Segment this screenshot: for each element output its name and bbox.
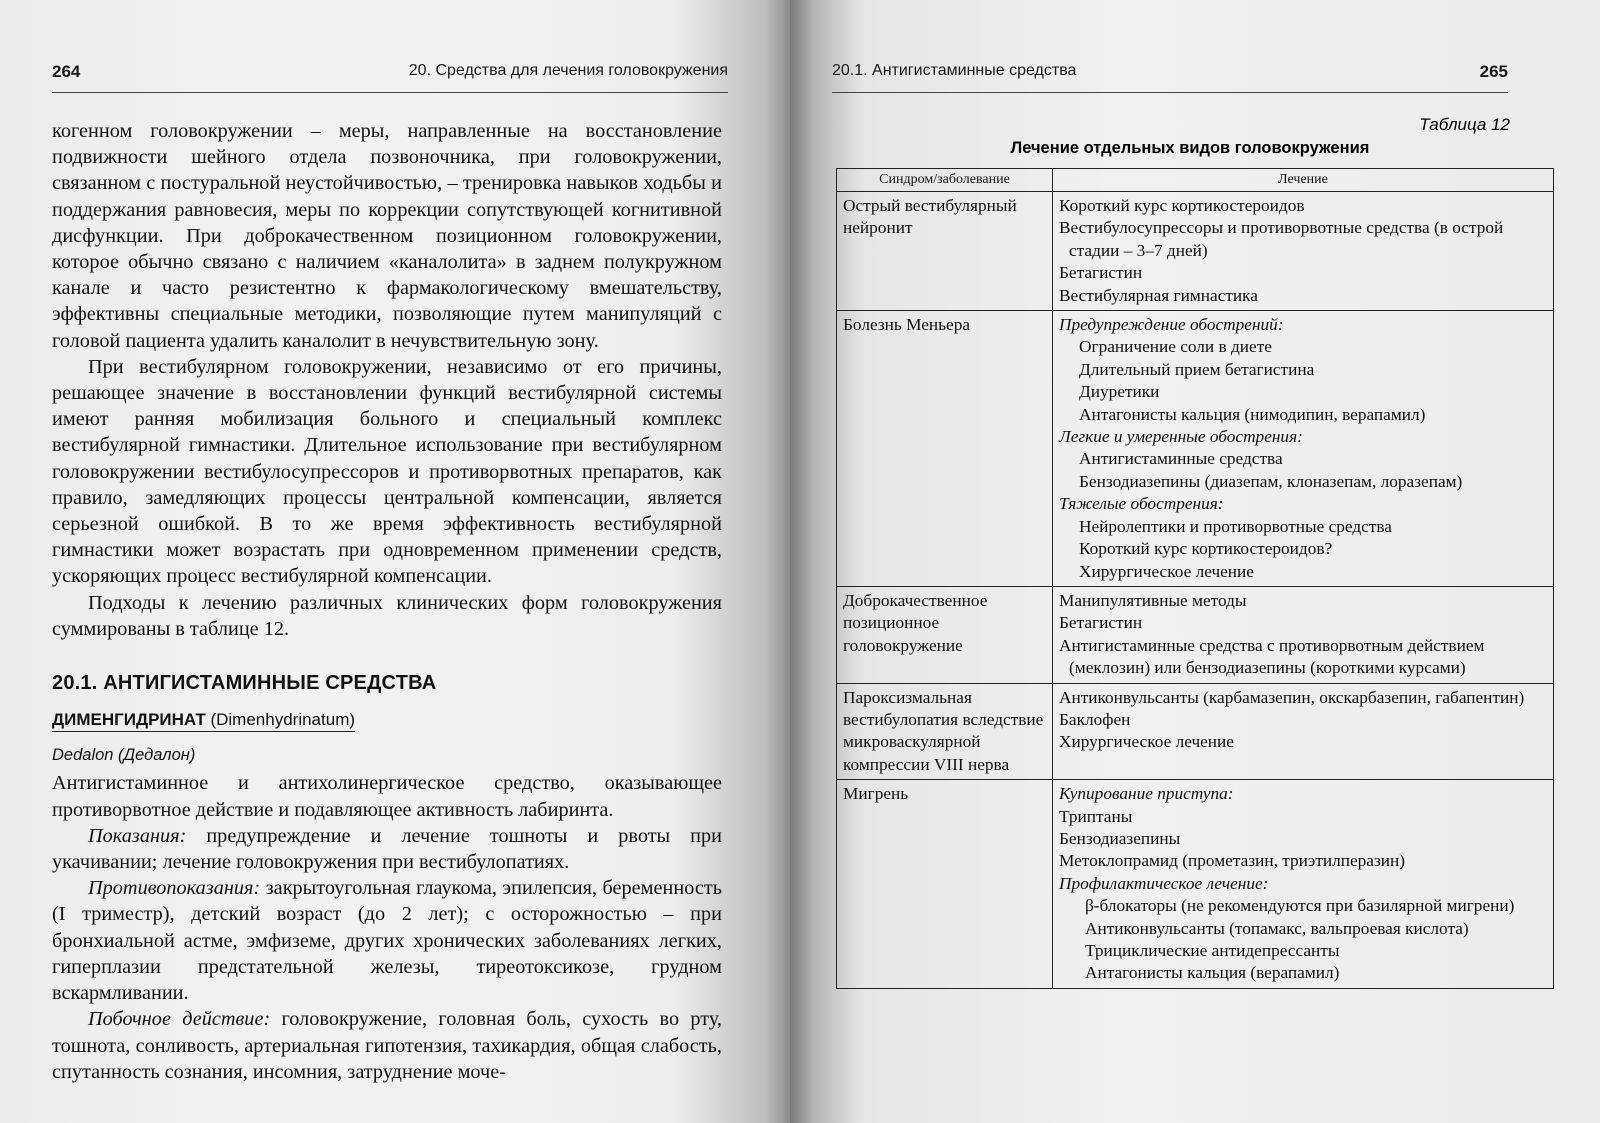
treatment-line: Вестибулосупрессоры и противорвотные средства (в острой стадии – 3–7 дней) [1059, 218, 1504, 260]
table-row [837, 192, 1554, 311]
treatment-cell [1053, 311, 1554, 587]
paragraph-3: Подходы к лечению различных клинических форм головокружения суммированы в таблице 12. [52, 591, 722, 640]
table-header-row [837, 169, 1554, 192]
indications-text: предупреждение и лечение тошноты и рвоты при укачивании; лечение головокружения при вестибулопатиях. [52, 824, 722, 874]
col-header-syndrome: Синдром/заболевание [837, 169, 1053, 192]
treatment-line: Ограничение соли в диете [1079, 337, 1272, 357]
treatment-line: β-блокаторы (не рекомендуются при базилярной мигрени) [1085, 896, 1515, 916]
table-row [837, 683, 1554, 780]
running-head-left: 20. Средства для лечения головокружения [408, 62, 728, 79]
table-row [837, 311, 1554, 587]
syndrome-cell: Доброкачественное позиционное головокружение [837, 586, 1053, 683]
side-label: Побочное действие: [88, 1008, 271, 1031]
treatment-line: Бетагистин [1059, 263, 1143, 283]
side-effects [52, 1006, 722, 1085]
page-number-left: 264 [52, 62, 81, 81]
syndrome-cell: Болезнь Меньера [837, 311, 1053, 587]
col-header-treatment: Лечение [1053, 169, 1554, 192]
contraindications [52, 875, 722, 1006]
treatment-line: Антагонисты кальция (верапамил) [1085, 963, 1340, 983]
section-heading: 20.1. АНТИГИСТАМИННЫЕ СРЕДСТВА [52, 672, 437, 695]
treatment-line: Антагонисты кальция (нимодипин, верапамил) [1079, 404, 1426, 424]
treatment-subheading: Тяжелые обострения: [1059, 494, 1224, 514]
contra-label: Противопоказания: [88, 877, 261, 900]
treatment-line: Короткий курс кортикостероидов? [1079, 539, 1333, 559]
treatment-line: Баклофен [1059, 709, 1131, 729]
treatment-line: Хирургическое лечение [1079, 561, 1254, 581]
drug-description: Антигистаминное и антихолинергическое средство, оказывающее противорвотное действие и подавляющее активность лабиринта. [52, 772, 722, 821]
left-text-column [52, 118, 722, 1085]
syndrome-cell: Пароксизмальная вестибулопатия вследствие микроваскулярной компрессии VIII нерва [837, 683, 1053, 780]
treatment-line: Длительный прием бетагистина [1079, 359, 1315, 379]
treatment-subheading: Легкие и умеренные обострения: [1059, 427, 1303, 447]
paragraph-1: когенном головокружении – меры, направленные на восстановление подвижности шейного отдела позвоночника, при головокружении, связанном с постуральной неустойчивостью, – тренировка навыков ходьбы и поддержания равновесия, меры по коррекции сопутствующей когнитивной дисфункции. При доброкачественном позиционном головокружении, которое обычно связано с наличием «каналолита» в заднем полукружном канале и часто резистентно к фармакологическому вмешательству, эффективны специальные методики, позволяющие путем манипуляций с головой пациента удалить каналолит в нечувствительную зону. [52, 120, 722, 352]
indications [52, 823, 722, 875]
treatment-line: Хирургическое лечение [1059, 732, 1234, 752]
page-number-right: 265 [1479, 62, 1508, 81]
table-title: Лечение отдельных видов головокружения [1010, 139, 1370, 157]
treatment-line: Трициклические антидепрессанты [1085, 941, 1340, 960]
treatment-line: Антигистаминные средства с противорвотным действием (меклозин) или бензодиазепины (короткими курсами) [1059, 635, 1485, 678]
treatment-cell [1053, 780, 1554, 989]
left-page [0, 0, 790, 1123]
treatment-subheading: Купирование приступа: [1059, 784, 1234, 804]
drug-heading [52, 709, 355, 732]
treatment-line: Антиконвульсанты (карбамазепин, окскарбазепин, габапентин) [1059, 687, 1525, 707]
treatment-subheading: Предупреждение обострений: [1059, 315, 1284, 335]
treatment-cell [1053, 192, 1554, 311]
treatment-cell [1053, 683, 1554, 780]
treatment-line: Короткий курс кортикостероидов [1059, 196, 1305, 215]
treatment-line: Диуретики [1079, 382, 1160, 402]
right-page [790, 0, 1600, 1123]
table-row [837, 586, 1554, 683]
side-text: головокружение, головная боль, сухость во рту, тошнота, сонливость, артериальная гипотензия, тахикардия, общая слабость, спутанность сознания, инсомния, затруднение моче- [52, 1008, 723, 1083]
treatment-line: Нейролептики и противорвотные средства [1079, 516, 1392, 536]
treatment-subheading: Профилактическое лечение: [1059, 873, 1269, 893]
table-row [837, 780, 1554, 989]
treatment-line: Бетагистин [1059, 613, 1143, 633]
treatment-line: Антигистаминные средства [1079, 449, 1283, 469]
table-caption: Таблица 12 [1419, 115, 1510, 134]
treatment-line: Антиконвульсанты (топамакс, вальпроевая кислота) [1085, 918, 1469, 938]
treatment-cell [1053, 586, 1554, 683]
treatment-line: Манипулятивные методы [1059, 590, 1247, 610]
header-rule-left [52, 92, 728, 93]
treatment-line: Вестибулярная гимнастика [1059, 285, 1258, 305]
drug-latin: (Dimenhydrinatum) [210, 710, 356, 730]
syndrome-cell: Мигрень [837, 780, 1053, 989]
running-head-right: 20.1. Антигистаминные средства [832, 62, 1077, 79]
syndrome-cell: Острый вестибулярный нейронит [837, 192, 1053, 311]
drug-name: ДИМЕНГИДРИНАТ [52, 710, 206, 730]
treatment-table [836, 168, 1554, 989]
treatment-line: Триптаны [1059, 806, 1133, 826]
contra-text: закрытоугольная глаукома, эпилепсия, беременность (I триместр), детский возраст (до 2 лет); с осторожностью – при бронхиальной астме, эмфиземе, других хронических заболеваниях легких, гиперплазии предстательной железы, тиреотоксикозе, грудном вскармливании. [52, 877, 722, 1005]
header-rule-right [832, 92, 1508, 93]
indications-label: Показания: [88, 824, 187, 847]
paragraph-2: При вестибулярном головокружении, независимо от его причины, решающее значение в восстановлении функций вестибулярной системы имеют ранняя мобилизация больного и специальный комплекс вестибулярной гимнастики. Длительное использование при вестибулярном головокружении вестибулосупрессоров и противорвотных препаратов, как правило, замедляющих процессы центральной компенсации, является серьезной ошибкой. В то же время эффективность вестибулярной гимнастики может возрастать при одновременном применении средств, ускоряющих процесс вестибулярной компенсации. [52, 355, 722, 588]
treatment-line: Бензодиазепины [1059, 828, 1181, 848]
treatment-line: Метоклопрамид (прометазин, триэтилперазин) [1059, 851, 1406, 871]
treatment-line: Бензодиазепины (диазепам, клоназепам, лоразепам) [1079, 471, 1463, 491]
trade-name: Dedalon (Дедалон) [52, 746, 196, 765]
